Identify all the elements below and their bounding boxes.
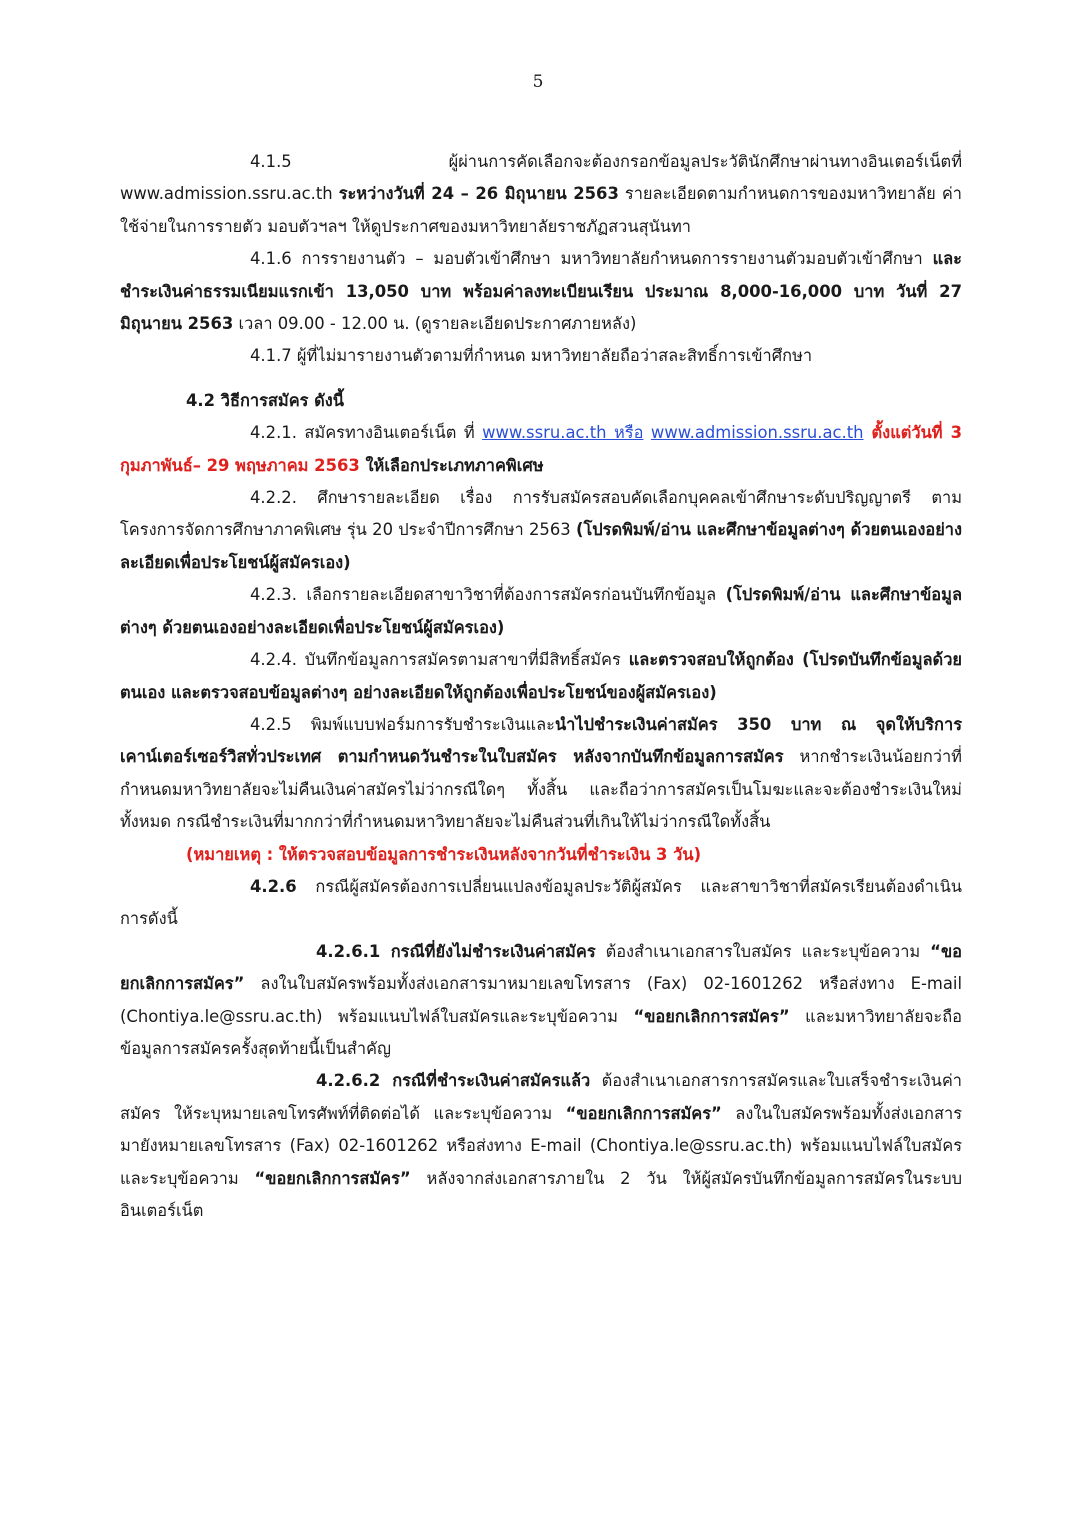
p42262-quote-1: “ขอยกเลิกการสมัคร”: [565, 1103, 722, 1123]
admission-link[interactable]: www.admission.ssru.ac.th: [650, 423, 864, 443]
p4221-type: ให้เลือกประเภทภาคพิเศษ: [359, 455, 544, 475]
paragraph-4-2-3: [120, 579, 962, 644]
ssru-link[interactable]: www.ssru.ac.th หรือ: [482, 423, 644, 443]
p4226-num: 4.2.6: [250, 876, 297, 896]
document-body: [120, 146, 962, 1227]
p415-text-end: รายละเอียดตามกำหนดการของมหาวิทยาลัย ค่าใช้จ่ายในการรายตัว มอบตัวฯลฯ ให้ดูประกาศของมหาวิทยาลัยราชภัฏสวนสุนันทา: [120, 184, 962, 236]
p4224-text: 4.2.4. บันทึกข้อมูลการสมัครตามสาขาที่มีสิทธิ์สมัคร: [250, 650, 629, 670]
paragraph-4-2-6-1: [120, 936, 962, 1066]
section-heading-4-2: 4.2 วิธีการสมัคร ดังนี้: [186, 390, 345, 410]
p4226-text: กรณีผู้สมัครต้องการเปลี่ยนแปลงข้อมูลประวัติผู้สมัคร และสาขาวิชาที่สมัครเรียนต้องดำเนินการดังนี้: [120, 876, 962, 929]
p4222-text: 4.2.2. ศึกษารายละเอียด เรื่อง การรับสมัครสอบคัดเลือกบุคคลเข้าศึกษาระดับปริญญาตรี ตามโครงการจัดการศึกษาภาคพิเศษ รุ่น 20 ประจำปีการศึกษา 2563: [120, 488, 962, 540]
p4223-text: 4.2.3. เลือกรายละเอียดสาขาวิชาที่ต้องการสมัครก่อนบันทึกข้อมูล: [250, 585, 726, 605]
paragraph-4-1-7: 4.1.7 ผู้ที่ไม่มารายงานตัวตามที่กำหนด มหาวิทยาลัยถือว่าสละสิทธิ์การเข้าศึกษา: [250, 346, 813, 366]
p42261-quote-2: “ขอยกเลิกการสมัคร”: [633, 1006, 790, 1026]
p4225-text: 4.2.5 พิมพ์แบบฟอร์มการรับชำระเงินและ: [250, 714, 555, 734]
p42262-text: ต้องสำเนาเอกสารการสมัครและใบเสร็จชำระเงินค่าสมัคร ให้ระบุหมายเลขโทรศัพท์ที่ติดต่อได้ และระบุข้อความ: [120, 1071, 963, 1123]
p415-dates: ระหว่างวันที่ 24 – 26 มิถุนายน 2563: [338, 184, 619, 204]
paragraph-4-2-1: [120, 417, 962, 482]
p4225-text-end: หากชำระเงินน้อยกว่าที่กำหนดมหาวิทยาลัยจะไม่คืนเงินค่าสมัครไม่ว่ากรณีใดๆ ทั้งสิ้น และถือว่าการสมัครเป็นโมฆะและจะต้องชำระเงินใหม่ทั้งหมด กรณีชำระเงินที่มากกว่าที่กำหนดมหาวิทยาลัยจะไม่คืนส่วนที่เกินให้ไม่ว่ากรณีใดทั้งสิ้น: [120, 747, 962, 832]
p42261-text-3: และมหาวิทยาลัยจะถือข้อมูลการสมัครครั้งสุดท้ายนี้เป็นสำคัญ: [120, 1006, 962, 1058]
p42262-quote-2: “ขอยกเลิกการสมัคร”: [254, 1168, 411, 1188]
p42261-text: ต้องสำเนาเอกสารใบสมัคร และระบุข้อความ: [595, 941, 931, 961]
p42262-text-2: ลงในใบสมัครพร้อมทั้งส่งเอกสารมายังหมายเลขโทรสาร (Fax) 02-1601262 หรือส่งทาง E-mail (Chontiya.le@ssru.ac.th) พร้อมแนบไฟล์ใบสมัครและระบุข้อความ: [120, 1103, 962, 1188]
p4222-bold: (โปรดพิมพ์/อ่าน และศึกษาข้อมูลต่างๆ ด้วยตนเองอย่างละเอียดเพื่อประโยชน์ผู้สมัครเอง): [120, 520, 962, 572]
paragraph-4-2-6: [120, 871, 962, 936]
p415-text: 4.1.5 ผู้ผ่านการคัดเลือกจะต้องกรอกข้อมูลประวัตินักศึกษาผ่านทางอินเตอร์เน็ตที่ www.admission.ssru.ac.th: [120, 152, 962, 204]
p4223-bold: (โปรดพิมพ์/อ่าน และศึกษาข้อมูลต่างๆ ด้วยตนเองอย่างละเอียดเพื่อประโยชน์ผู้สมัครเอง): [120, 585, 963, 637]
payment-note: (หมายเหตุ : ให้ตรวจสอบข้อมูลการชำระเงินหลังจากวันที่ชำระเงิน 3 วัน): [186, 844, 702, 864]
p42262-title: 4.2.6.2 กรณีที่ชำระเงินค่าสมัครแล้ว: [316, 1071, 591, 1091]
paragraph-4-1-6: [120, 243, 962, 340]
p416-time: เวลา 09.00 - 12.00 น. (ดูรายละเอียดประกาศภายหลัง): [233, 314, 637, 334]
paragraph-4-2-5: [120, 709, 962, 839]
paragraph-4-1-5: [120, 146, 962, 243]
p42261-title: 4.2.6.1 กรณีที่ยังไม่ชำระเงินค่าสมัคร: [316, 941, 596, 961]
p4224-bold: และตรวจสอบให้ถูกต้อง (โปรดบันทึกข้อมูลด้วยตนเอง และตรวจสอบข้อมูลต่างๆ อย่างละเอียดให้ถูกต้องเพื่อประโยชน์ของผู้สมัครเอง): [120, 650, 963, 702]
p4221-dates: ตั้งแต่วันที่ 3 กุมภาพันธ์– 29 พฤษภาคม 2563: [120, 423, 962, 475]
p42261-quote-1: “ขอยกเลิกการสมัคร”: [120, 941, 962, 994]
p42262-text-3: หลังจากส่งเอกสารภายใน 2 วัน ให้ผู้สมัครบันทึกข้อมูลการสมัครในระบบอินเตอร์เน็ต: [120, 1168, 962, 1220]
p416-fees: และชำระเงินค่าธรรมเนียมแรกเข้า 13,050 บาท พร้อมค่าลงทะเบียนเรียน ประมาณ 8,000-16,000 บาท วันที่ 27 มิถุนายน 2563: [120, 249, 962, 334]
page-number: 5: [532, 72, 544, 92]
p4221-gap: [643, 423, 650, 442]
p4225-bold: นำไปชำระเงินค่าสมัคร 350 บาท ณ จุดให้บริการเคาน์เตอร์เซอร์วิสทั่วประเทศ ตามกำหนดวันชำระในใบสมัคร หลังจากบันทึกข้อมูลการสมัคร: [120, 714, 962, 767]
paragraph-4-2-2: [120, 482, 962, 579]
paragraph-4-2-4: [120, 644, 962, 709]
p42261-text-2: ลงในใบสมัครพร้อมทั้งส่งเอกสารมาหมายเลขโทรสาร (Fax) 02-1601262 หรือส่งทาง E-mail (Chontiya.le@ssru.ac.th) พร้อมแนบไฟล์ใบสมัครและระบุข้อความ: [120, 974, 962, 1026]
paragraph-4-2-6-2: [120, 1065, 962, 1227]
p4221-text: 4.2.1. สมัครทางอินเตอร์เน็ต ที่: [250, 423, 483, 443]
p416-text: 4.1.6 การรายงานตัว – มอบตัวเข้าศึกษา มหาวิทยาลัยกำหนดการรายงานตัวมอบตัวเข้าศึกษา: [250, 249, 933, 269]
